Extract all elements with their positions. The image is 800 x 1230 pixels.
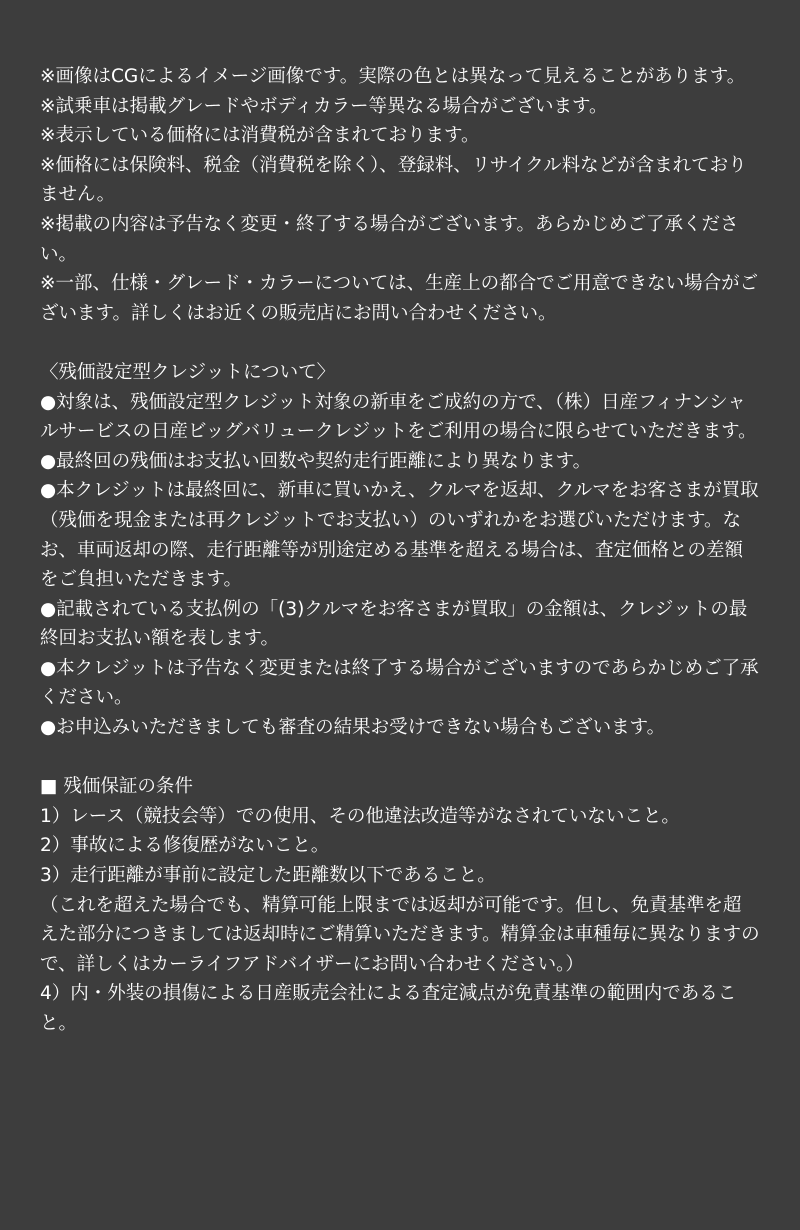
note-test-car: ※試乗車は掲載グレードやボディカラー等異なる場合がございます。 xyxy=(40,95,608,117)
note-content-change: ※掲載の内容は予告なく変更・終了する場合がございます。あらかじめご了承ください。 xyxy=(40,213,739,265)
guarantee-condition-2: 2）事故による修復歴がないこと。 xyxy=(40,835,330,857)
credit-item-buyout-amount: ●記載されている支払例の「(3)クルマをお客さまが買取」の金額は、クレジットの最終回お支払い額を表します。 xyxy=(40,598,748,650)
guarantee-condition-4: 4）内・外装の損傷による日産販売会社による査定減点が免責基準の範囲内であること。 xyxy=(40,983,737,1034)
note-tax-included: ※表示している価格には消費税が含まれております。 xyxy=(40,125,480,147)
credit-heading: 〈残価設定型クレジットについて〉 xyxy=(40,361,336,383)
note-availability: ※一部、仕様・グレード・カラーについては、生産上の都合でご用意できない場合がございます。詳しくはお近くの販売店にお問い合わせください。 xyxy=(40,273,759,324)
guarantee-condition-3-note: （これを超えた場合でも、精算可能上限までは返却が可能です。但し、免責基準を超えた部分につきましては返却時にご精算いただきます。精算金は車種毎に異なりますので、詳しくはカーライフアドバイザーにお問い合わせください。） xyxy=(40,894,760,975)
credit-item-final-options: ●本クレジットは最終回に、新車に買いかえ、クルマを返却、クルマをお客さまが買取（残価を現金または再クレジットでお支払い）のいずれかをお選びいただけます。なお、車両返却の際、走行距離等が別途定める基準を超える場合は、査定価格との差額をご負担いただきます。 xyxy=(40,480,759,591)
credit-item-screening: ●お申込みいただきましても審査の結果お受けできない場合もございます。 xyxy=(40,717,666,739)
section-spacer xyxy=(40,743,760,773)
credit-item-eligibility: ●対象は、残価設定型クレジット対象の新車をご成約の方で、（株）日産フィナンシャルサービスの日産ビッグバリュークレジットをご利用の場合に限らせていただきます。 xyxy=(40,391,757,443)
section-spacer xyxy=(40,328,760,358)
guarantee-heading: ■ 残価保証の条件 xyxy=(40,776,193,798)
credit-item-change-notice: ●本クレジットは予告なく変更または終了する場合がございますのであらかじめご了承ください。 xyxy=(40,657,759,709)
guarantee-condition-3: 3）走行距離が事前に設定した距離数以下であること。 xyxy=(40,865,496,887)
credit-section xyxy=(40,358,760,743)
guarantee-condition-1: 1）レース（競技会等）での使用、その他違法改造等がなされていないこと。 xyxy=(40,805,680,827)
credit-item-residual: ●最終回の残価はお支払い回数や契約走行距離により異なります。 xyxy=(40,450,592,472)
guarantee-section xyxy=(40,772,760,1038)
note-price-exclusions: ※価格には保険料、税金（消費税を除く）、登録料、リサイクル料などが含まれておりません。 xyxy=(40,154,747,206)
note-cg-image: ※画像はCGによるイメージ画像です。実際の色とは異なって見えることがあります。 xyxy=(40,66,746,87)
general-notes xyxy=(40,62,760,328)
